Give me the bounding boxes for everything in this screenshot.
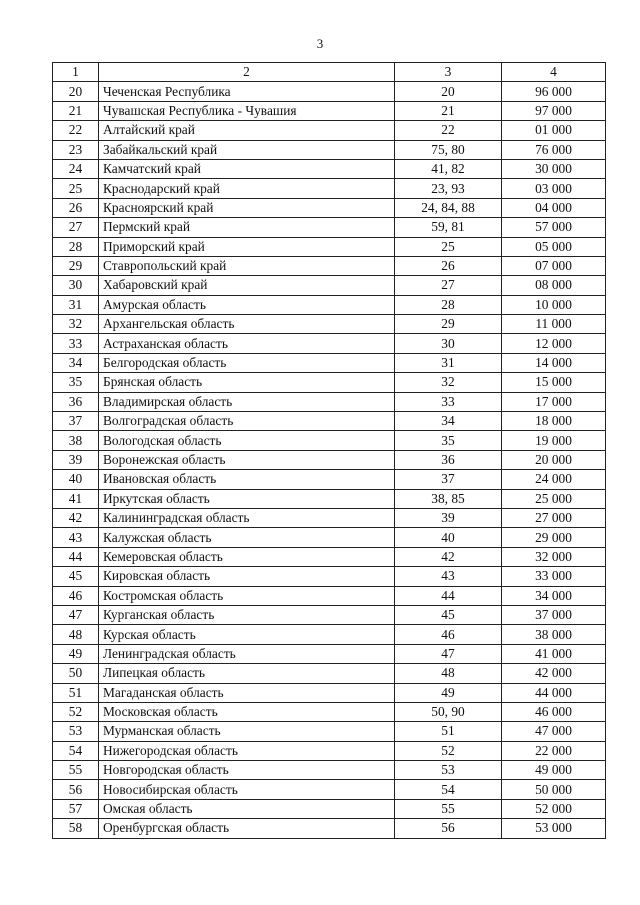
region-name-cell: Архангельская область (99, 315, 395, 334)
region-name-cell: Чувашская Республика - Чувашия (99, 101, 395, 120)
region-name-cell: Красноярский край (99, 198, 395, 217)
table-header-row (53, 63, 606, 82)
table-row (53, 121, 606, 140)
table-row (53, 508, 606, 527)
okato-cell: 18 000 (502, 412, 606, 431)
row-number-cell: 22 (53, 121, 99, 140)
region-name-cell: Вологодская область (99, 431, 395, 450)
region-name-cell: Кировская область (99, 567, 395, 586)
okato-cell: 12 000 (502, 334, 606, 353)
row-number-cell: 32 (53, 315, 99, 334)
table-row (53, 780, 606, 799)
okato-cell: 19 000 (502, 431, 606, 450)
code-cell: 38, 85 (395, 489, 502, 508)
code-cell: 53 (395, 761, 502, 780)
okato-cell: 30 000 (502, 159, 606, 178)
code-cell: 52 (395, 741, 502, 760)
table-row (53, 450, 606, 469)
code-cell: 49 (395, 683, 502, 702)
table-row (53, 702, 606, 721)
row-number-cell: 37 (53, 412, 99, 431)
region-name-cell: Забайкальский край (99, 140, 395, 159)
row-number-cell: 42 (53, 508, 99, 527)
row-number-cell: 28 (53, 237, 99, 256)
code-cell: 56 (395, 819, 502, 838)
table-row (53, 237, 606, 256)
code-cell: 37 (395, 470, 502, 489)
region-name-cell: Пермский край (99, 218, 395, 237)
row-number-cell: 41 (53, 489, 99, 508)
row-number-cell: 53 (53, 722, 99, 741)
region-name-cell: Волгоградская область (99, 412, 395, 431)
region-name-cell: Воронежская область (99, 450, 395, 469)
row-number-cell: 39 (53, 450, 99, 469)
okato-cell: 14 000 (502, 353, 606, 372)
code-cell: 30 (395, 334, 502, 353)
okato-cell: 25 000 (502, 489, 606, 508)
page-number: 3 (316, 36, 324, 51)
row-number-cell: 20 (53, 82, 99, 101)
region-name-cell: Камчатский край (99, 159, 395, 178)
code-cell: 35 (395, 431, 502, 450)
region-name-cell: Владимирская область (99, 392, 395, 411)
okato-cell: 41 000 (502, 644, 606, 663)
table-row (53, 741, 606, 760)
row-number-cell: 49 (53, 644, 99, 663)
code-cell: 25 (395, 237, 502, 256)
table-row (53, 412, 606, 431)
region-name-cell: Оренбургская область (99, 819, 395, 838)
code-cell: 75, 80 (395, 140, 502, 159)
row-number-cell: 30 (53, 276, 99, 295)
code-cell: 41, 82 (395, 159, 502, 178)
code-cell: 50, 90 (395, 702, 502, 721)
table-row (53, 101, 606, 120)
okato-cell: 17 000 (502, 392, 606, 411)
code-cell: 54 (395, 780, 502, 799)
table-row (53, 567, 606, 586)
code-cell: 46 (395, 625, 502, 644)
table-row (53, 819, 606, 838)
okato-cell: 44 000 (502, 683, 606, 702)
table-row (53, 644, 606, 663)
code-cell: 44 (395, 586, 502, 605)
region-name-cell: Амурская область (99, 295, 395, 314)
code-cell: 45 (395, 605, 502, 624)
row-number-cell: 50 (53, 664, 99, 683)
table-row (53, 334, 606, 353)
region-name-cell: Магаданская область (99, 683, 395, 702)
region-name-cell: Новосибирская область (99, 780, 395, 799)
row-number-cell: 26 (53, 198, 99, 217)
okato-cell: 46 000 (502, 702, 606, 721)
region-name-cell: Хабаровский край (99, 276, 395, 295)
okato-cell: 15 000 (502, 373, 606, 392)
row-number-cell: 54 (53, 741, 99, 760)
row-number-cell: 51 (53, 683, 99, 702)
code-cell: 32 (395, 373, 502, 392)
okato-cell: 01 000 (502, 121, 606, 140)
row-number-cell: 48 (53, 625, 99, 644)
table-row (53, 373, 606, 392)
region-name-cell: Новгородская область (99, 761, 395, 780)
row-number-cell: 57 (53, 799, 99, 818)
table-row (53, 353, 606, 372)
row-number-cell: 33 (53, 334, 99, 353)
region-name-cell: Курская область (99, 625, 395, 644)
table-row (53, 664, 606, 683)
okato-cell: 33 000 (502, 567, 606, 586)
okato-cell: 53 000 (502, 819, 606, 838)
region-name-cell: Ивановская область (99, 470, 395, 489)
okato-cell: 57 000 (502, 218, 606, 237)
region-name-cell: Калужская область (99, 528, 395, 547)
okato-cell: 24 000 (502, 470, 606, 489)
table-row (53, 295, 606, 314)
region-name-cell: Ленинградская область (99, 644, 395, 663)
column-header-2: 2 (99, 63, 395, 82)
code-cell: 21 (395, 101, 502, 120)
okato-cell: 03 000 (502, 179, 606, 198)
table-row (53, 683, 606, 702)
code-cell: 43 (395, 567, 502, 586)
okato-cell: 76 000 (502, 140, 606, 159)
code-cell: 20 (395, 82, 502, 101)
row-number-cell: 38 (53, 431, 99, 450)
code-cell: 47 (395, 644, 502, 663)
row-number-cell: 27 (53, 218, 99, 237)
okato-cell: 10 000 (502, 295, 606, 314)
code-cell: 31 (395, 353, 502, 372)
okato-cell: 37 000 (502, 605, 606, 624)
region-name-cell: Краснодарский край (99, 179, 395, 198)
table-row (53, 179, 606, 198)
okato-cell: 29 000 (502, 528, 606, 547)
code-cell: 26 (395, 256, 502, 275)
regions-table (52, 62, 606, 839)
okato-cell: 22 000 (502, 741, 606, 760)
okato-cell: 07 000 (502, 256, 606, 275)
table-body (53, 82, 606, 838)
row-number-cell: 45 (53, 567, 99, 586)
row-number-cell: 36 (53, 392, 99, 411)
region-name-cell: Приморский край (99, 237, 395, 256)
row-number-cell: 24 (53, 159, 99, 178)
table-row (53, 431, 606, 450)
row-number-cell: 25 (53, 179, 99, 198)
okato-cell: 47 000 (502, 722, 606, 741)
region-name-cell: Ставропольский край (99, 256, 395, 275)
table-row (53, 392, 606, 411)
column-header-1: 1 (53, 63, 99, 82)
region-name-cell: Московская область (99, 702, 395, 721)
row-number-cell: 55 (53, 761, 99, 780)
okato-cell: 11 000 (502, 315, 606, 334)
region-name-cell: Астраханская область (99, 334, 395, 353)
region-name-cell: Кемеровская область (99, 547, 395, 566)
code-cell: 55 (395, 799, 502, 818)
table-row (53, 315, 606, 334)
row-number-cell: 58 (53, 819, 99, 838)
code-cell: 28 (395, 295, 502, 314)
okato-cell: 42 000 (502, 664, 606, 683)
code-cell: 36 (395, 450, 502, 469)
region-name-cell: Чеченская Республика (99, 82, 395, 101)
row-number-cell: 21 (53, 101, 99, 120)
table-row (53, 198, 606, 217)
code-cell: 34 (395, 412, 502, 431)
region-name-cell: Иркутская область (99, 489, 395, 508)
code-cell: 39 (395, 508, 502, 527)
code-cell: 22 (395, 121, 502, 140)
table-row (53, 489, 606, 508)
code-cell: 23, 93 (395, 179, 502, 198)
column-header-3: 3 (395, 63, 502, 82)
code-cell: 42 (395, 547, 502, 566)
region-name-cell: Мурманская область (99, 722, 395, 741)
code-cell: 27 (395, 276, 502, 295)
column-header-4: 4 (502, 63, 606, 82)
okato-cell: 20 000 (502, 450, 606, 469)
row-number-cell: 46 (53, 586, 99, 605)
region-name-cell: Нижегородская область (99, 741, 395, 760)
row-number-cell: 35 (53, 373, 99, 392)
row-number-cell: 43 (53, 528, 99, 547)
table-row (53, 256, 606, 275)
table-row (53, 605, 606, 624)
row-number-cell: 40 (53, 470, 99, 489)
table-row (53, 218, 606, 237)
row-number-cell: 52 (53, 702, 99, 721)
region-name-cell: Брянская область (99, 373, 395, 392)
code-cell: 59, 81 (395, 218, 502, 237)
region-name-cell: Липецкая область (99, 664, 395, 683)
region-name-cell: Омская область (99, 799, 395, 818)
row-number-cell: 29 (53, 256, 99, 275)
okato-cell: 05 000 (502, 237, 606, 256)
row-number-cell: 47 (53, 605, 99, 624)
table-row (53, 276, 606, 295)
okato-cell: 08 000 (502, 276, 606, 295)
table-row (53, 761, 606, 780)
okato-cell: 34 000 (502, 586, 606, 605)
table-row (53, 625, 606, 644)
table-row (53, 82, 606, 101)
row-number-cell: 56 (53, 780, 99, 799)
okato-cell: 96 000 (502, 82, 606, 101)
table-row (53, 140, 606, 159)
code-cell: 33 (395, 392, 502, 411)
code-cell: 48 (395, 664, 502, 683)
code-cell: 40 (395, 528, 502, 547)
table-row (53, 159, 606, 178)
okato-cell: 04 000 (502, 198, 606, 217)
table-row (53, 528, 606, 547)
table-row (53, 799, 606, 818)
row-number-cell: 44 (53, 547, 99, 566)
okato-cell: 27 000 (502, 508, 606, 527)
table-row (53, 586, 606, 605)
region-name-cell: Калининградская область (99, 508, 395, 527)
okato-cell: 50 000 (502, 780, 606, 799)
okato-cell: 32 000 (502, 547, 606, 566)
code-cell: 51 (395, 722, 502, 741)
okato-cell: 49 000 (502, 761, 606, 780)
code-cell: 24, 84, 88 (395, 198, 502, 217)
region-name-cell: Белгородская область (99, 353, 395, 372)
row-number-cell: 34 (53, 353, 99, 372)
table-row (53, 722, 606, 741)
row-number-cell: 23 (53, 140, 99, 159)
okato-cell: 97 000 (502, 101, 606, 120)
region-name-cell: Курганская область (99, 605, 395, 624)
okato-cell: 52 000 (502, 799, 606, 818)
table-row (53, 547, 606, 566)
region-name-cell: Алтайский край (99, 121, 395, 140)
region-name-cell: Костромская область (99, 586, 395, 605)
row-number-cell: 31 (53, 295, 99, 314)
okato-cell: 38 000 (502, 625, 606, 644)
code-cell: 29 (395, 315, 502, 334)
table-row (53, 470, 606, 489)
